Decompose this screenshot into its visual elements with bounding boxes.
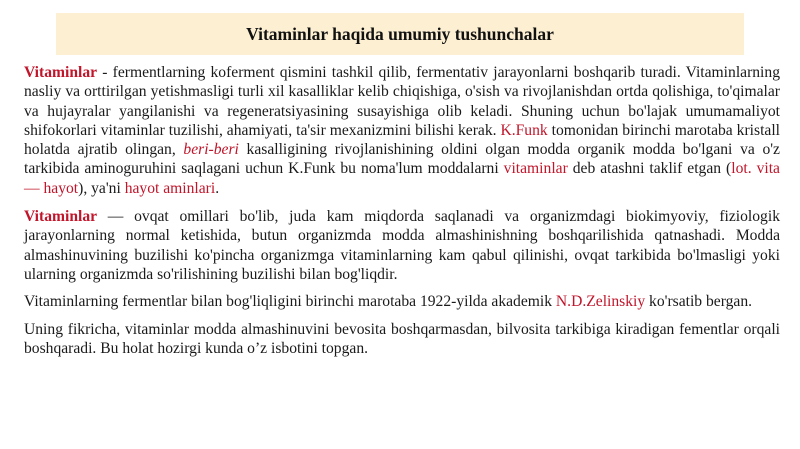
paragraph-text: tomonidan birinchi marotaba kristall holatda ajratib olingan, — [24, 121, 780, 159]
funk-highlight: K.Funk — [500, 121, 548, 139]
vitaminlar-highlight: vitaminlar — [503, 160, 568, 178]
paragraph-text: Vitaminlarning fermentlar bilan bog'liqligini birinchi marotaba 1922-yilda akademik — [24, 293, 556, 311]
paragraph-text: ), ya'ni — [78, 179, 125, 197]
term-vitaminlar: Vitaminlar — [24, 64, 98, 81]
hayot-aminlari-highlight: hayot aminlari — [124, 179, 216, 197]
paragraph-text: ko'rsatib bergan. — [645, 293, 753, 311]
paragraph-definition — [24, 63, 780, 198]
page-title: Vitaminlar haqida umumiy tushunchalar — [246, 23, 554, 44]
paragraph-zelinskiy — [24, 292, 780, 311]
title-bar — [56, 13, 744, 55]
lot-vita-highlight: lot. vita — hayot — [24, 160, 780, 197]
beri-beri-highlight: beri-beri — [183, 141, 239, 159]
paragraph-opinion — [24, 320, 780, 359]
paragraph-text: Uning fikricha, vitaminlar modda almashinuvini bevosita boshqarmasdan, bilvosita tarkibiga kiradigan fementlar orqali boshqaradi. Bu holat hozirgi kunda o’z isbotini topgan. — [24, 320, 780, 357]
paragraph-text: deb atashni taklif etgan ( — [567, 160, 732, 178]
paragraph-text: kasalligining rivojlanishining oldini olgan modda organik modda bo'lgani va o'z tarkibida aminoguruhini saqlagani uchun K.Funk bu noma'lum moddalarni — [24, 141, 780, 178]
paragraph-food-factors — [24, 207, 780, 284]
paragraph-text: - fermentlarning koferment qismini tashkil qilib, fermentativ jarayonlarni boshqarib turadi. Vitaminlarning nasliy va orttirilgan yetishmasligi turli xil kasalliklar kelib chiqishiga, o'sish va rivojlanishdan ortda qolishiga, to'qimalar va hujayralar yangilanishi va regeneratsiyasining susayishiga olib keladi. Shuning uchun bo'lajak umumamaliyot shifokorlari vitaminlar tuzilishi, ahamiyati, ta'sir mexanizmini bilishi kerak. — [24, 64, 780, 139]
zelinskiy-highlight: N.D.Zelinskiy — [555, 293, 646, 311]
paragraph-text: . — [215, 179, 220, 197]
paragraph-text: — ovqat omillari bo'lib, juda kam miqdorda saqlanadi va organizmdagi biokimyoviy, fiziologik jarayonlarning normal ketishida, butun organizmda modda almashinishning boshqarilishida qatnashadi. Modda almashinuvining buzilishi ko'pincha organizmga vitaminlarning kam qabul qilinishi, ovqat tarkibida bo'lmasligi yoki ularning organizmda so'rilishining buzilishi bilan bog'liqdir. — [24, 208, 780, 283]
term-vitaminlar: Vitaminlar — [24, 208, 98, 226]
text-body — [24, 63, 780, 367]
